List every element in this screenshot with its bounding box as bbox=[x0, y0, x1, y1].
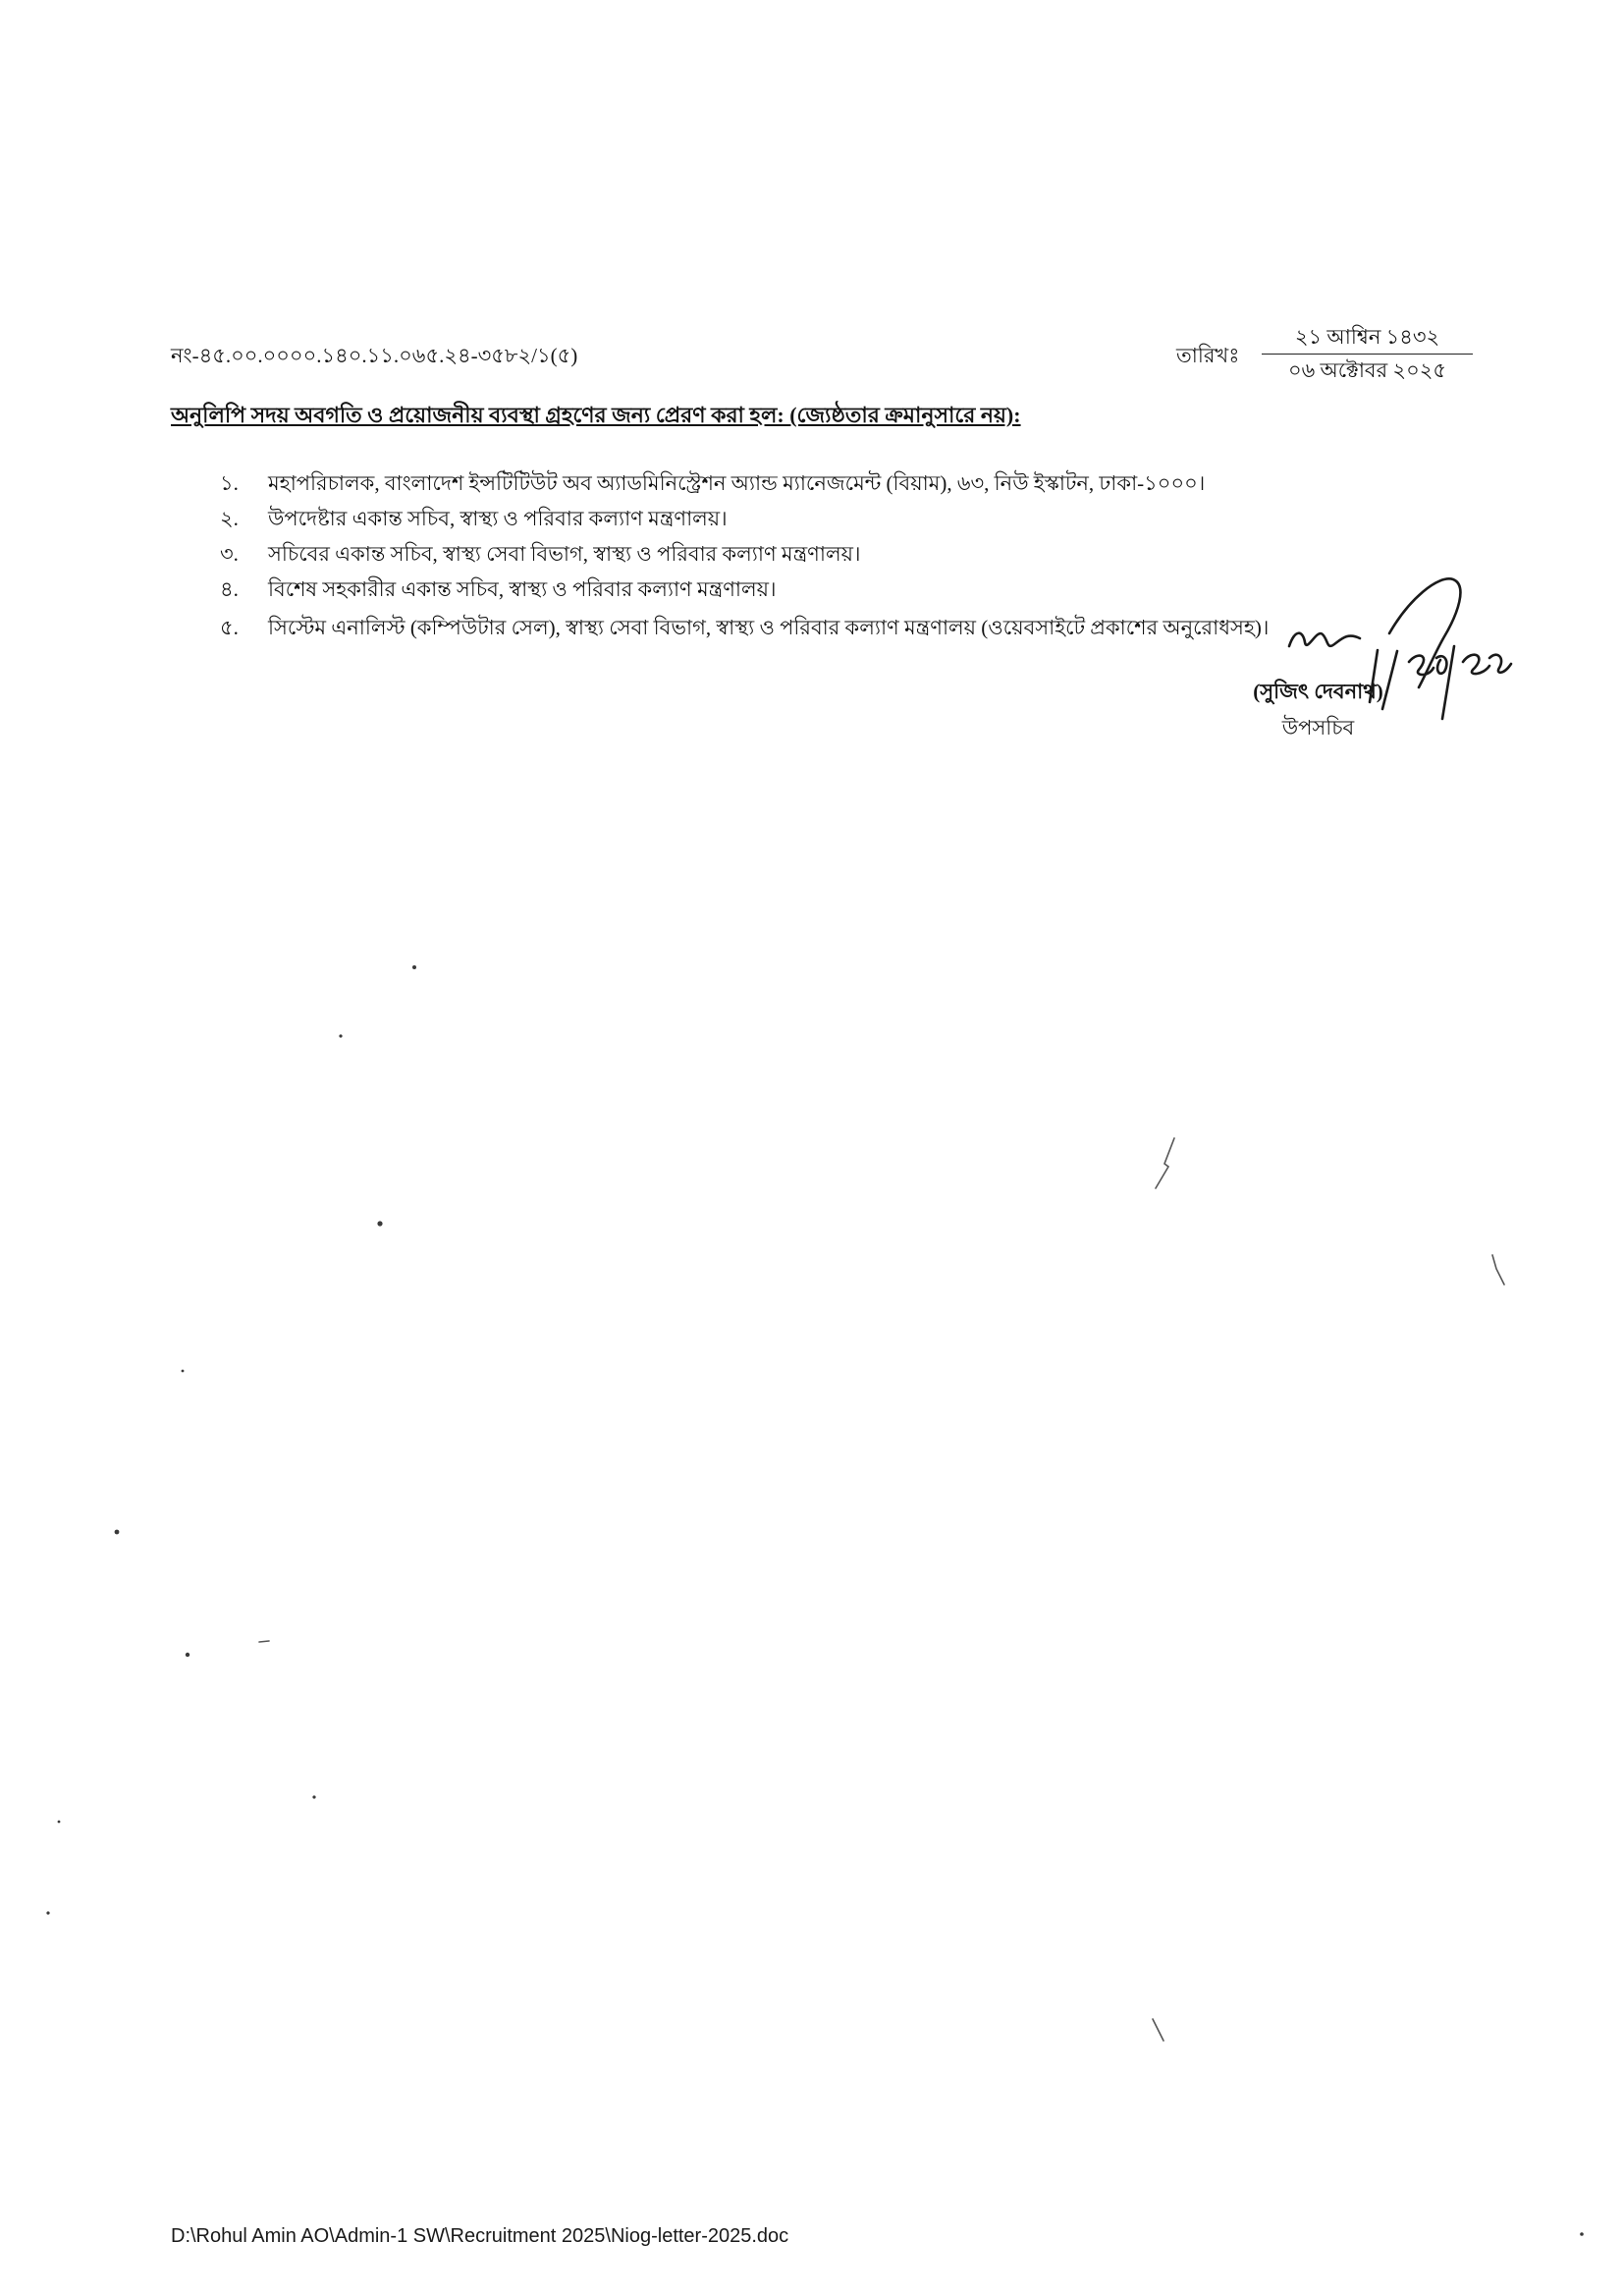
speck bbox=[412, 965, 416, 969]
list-item bbox=[220, 501, 1526, 536]
speck-mark bbox=[1492, 1255, 1504, 1285]
list-item-number: ২. bbox=[220, 507, 239, 530]
list-item-text: সিস্টেম এনালিস্ট (কম্পিউটার সেল), স্বাস্থ্য সেবা বিভাগ, স্বাস্থ্য ও পরিবার কল্যাণ মন্ত্রণালয় (ওয়েবসাইটে প্রকাশের অনুরোধসহ)। bbox=[268, 616, 1270, 639]
date-label: তারিখঃ bbox=[1176, 344, 1240, 367]
speck-mark bbox=[259, 1641, 269, 1642]
speck bbox=[339, 1034, 342, 1037]
signatory-designation: উপসচিব bbox=[1281, 716, 1355, 739]
speck bbox=[46, 1911, 49, 1914]
copy-heading: অনুলিপি সদয় অবগতি ও প্রয়োজনীয় ব্যবস্থা গ্রহণের জন্য প্রেরণ করা হল: (জ্যেষ্ঠতার ক্রমানুসারে নয়): bbox=[171, 403, 1021, 427]
handwritten-signature bbox=[1271, 560, 1537, 732]
date-bangla: ২১ আশ্বিন ১৪৩২ bbox=[1262, 324, 1473, 355]
speck-mark bbox=[1156, 1138, 1174, 1188]
speck bbox=[312, 1795, 315, 1798]
signatory-name: (সুজিৎ দেবনাথ) bbox=[1253, 680, 1383, 703]
list-item-number: ৫. bbox=[220, 616, 239, 639]
speck bbox=[182, 1370, 185, 1373]
footer-file-path: D:\Rohul Amin AO\Admin-1 SW\Recruitment 2025\Niog-letter-2025.doc bbox=[171, 2225, 789, 2247]
list-item-text: সচিবের একান্ত সচিব, স্বাস্থ্য সেবা বিভাগ, স্বাস্থ্য ও পরিবার কল্যাণ মন্ত্রণালয়। bbox=[268, 542, 861, 566]
date-block bbox=[1262, 324, 1473, 384]
list-item-number: ৪. bbox=[220, 577, 239, 601]
signature-date-digits-stroke bbox=[1463, 655, 1511, 674]
reference-number: নং-৪৫.০০.০০০০.১৪০.১১.০৬৫.২৪-৩৫৮২/১(৫) bbox=[171, 344, 578, 367]
speck-mark bbox=[1153, 2019, 1163, 2041]
signature-scribble-stroke bbox=[1289, 633, 1360, 646]
list-item-number: ৩. bbox=[220, 542, 239, 566]
list-item-text: মহাপরিচালক, বাংলাদেশ ইন্সটিটিউট অব অ্যাডমিনিস্ট্রেশন অ্যান্ড ম্যানেজমেন্ট (বিয়াম), ৬৩, নিউ ইস্কাটন, ঢাকা-১০০০। bbox=[268, 471, 1206, 495]
speck bbox=[186, 1653, 189, 1657]
date-gregorian: ০৬ অক্টোবর ২০২৫ bbox=[1287, 358, 1447, 382]
list-item-number: ১. bbox=[220, 471, 239, 495]
speck bbox=[377, 1221, 382, 1226]
speck bbox=[1580, 2232, 1584, 2236]
speck bbox=[58, 1821, 61, 1824]
list-item-text: উপদেষ্টার একান্ত সচিব, স্বাস্থ্য ও পরিবার কল্যাণ মন্ত্রণালয়। bbox=[268, 507, 728, 530]
list-item bbox=[220, 465, 1526, 501]
list-item-text: বিশেষ সহকারীর একান্ত সচিব, স্বাস্থ্য ও পরিবার কল্যাণ মন্ত্রণালয়। bbox=[268, 577, 777, 601]
speck bbox=[115, 1530, 120, 1535]
